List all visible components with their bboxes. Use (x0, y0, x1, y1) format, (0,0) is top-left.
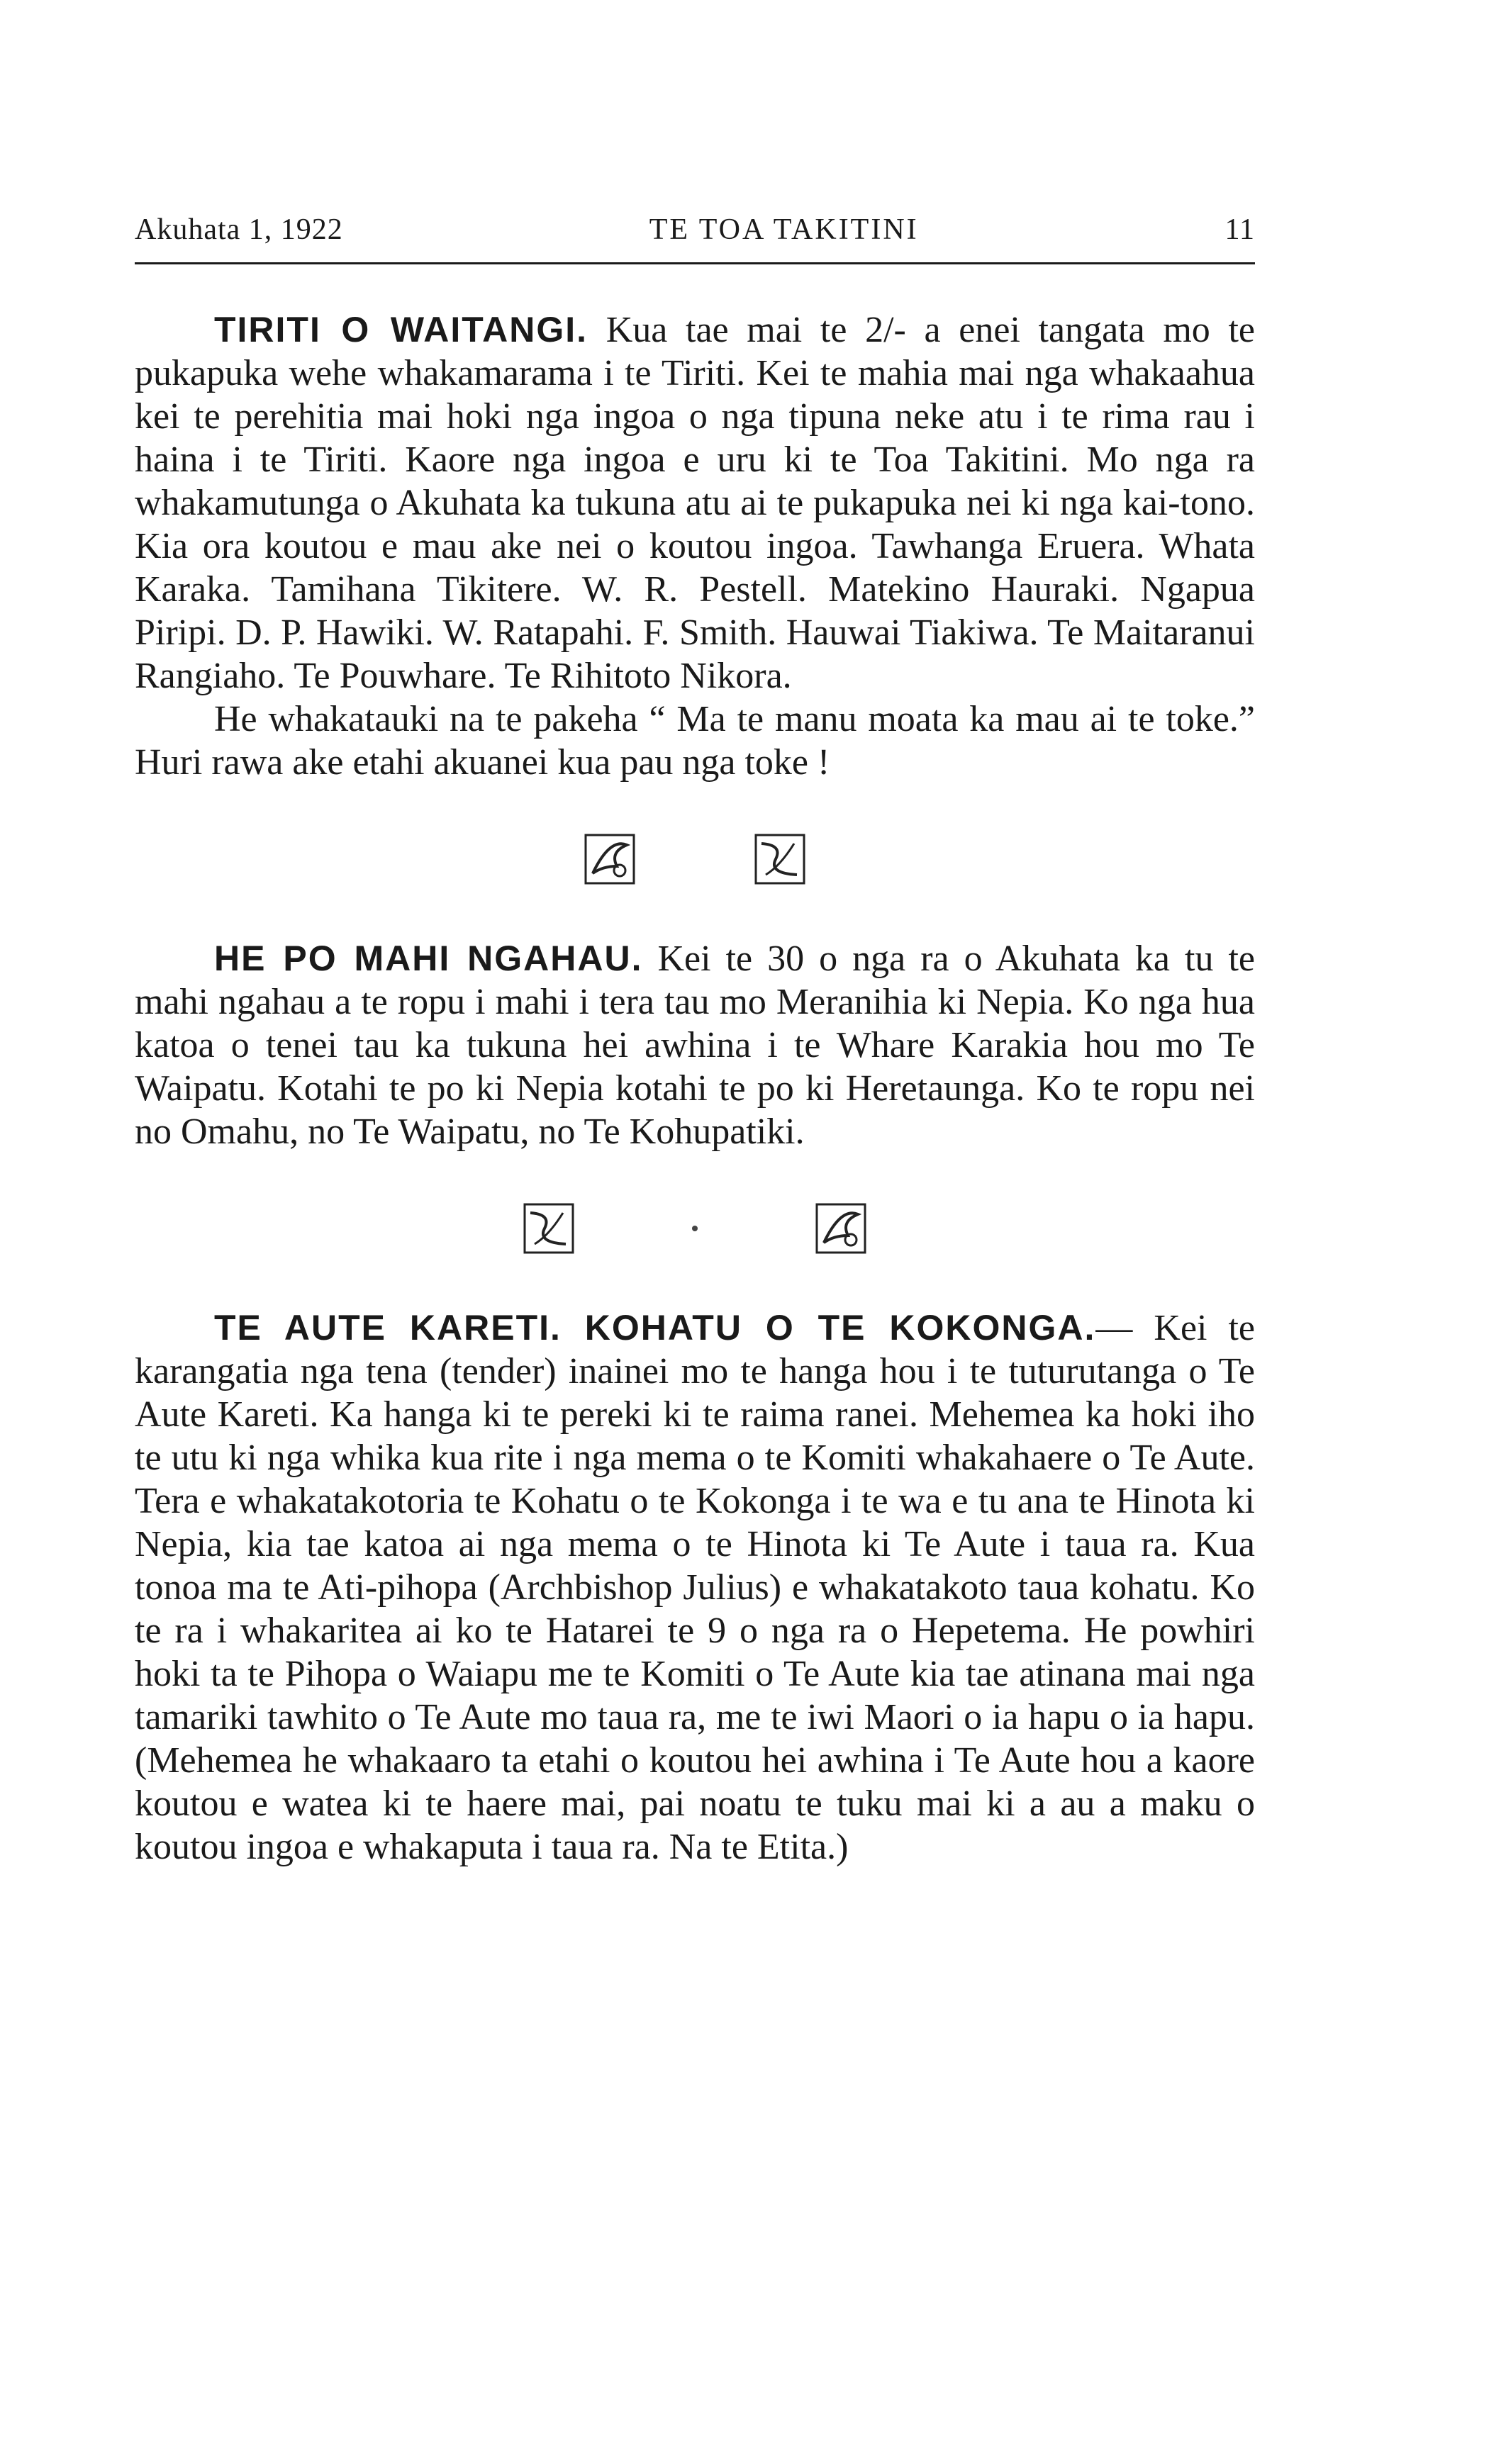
issue-date: Akuhata 1, 1922 (135, 213, 343, 246)
article-headline: HE PO MAHI NGAHAU. (214, 939, 643, 978)
article-text: Kei te 30 o nga ra o Akuhata ka tu te mahi ngahau a te ropu i mahi i tera tau mo Meranihia ki Nepia. Ko nga hua katoa o tenei tau ka tukuna hei awhina i te Whare Karakia hou mo Te Waipatu. Kotahi te po ki Nepia kotahi te po ki Heretaunga. Ko te ropu nei no Omahu, no Te Waipatu, no Te Kohupatiki. (135, 939, 1255, 1152)
article-text: — Kei te karangatia nga tena (tender) inainei mo te hanga hou i te tuturutanga o Te Aute Kareti. Ka hanga ki te pereki ki te raima ranei. Mehemea ka hoki iho te utu ki nga whika kua rite i nga mema o te Komiti whakahaere o Te Aute. Tera e whakatakotoria te Kohatu o te Kokonga i te wa e tu ana te Hinota ki Nepia, kia tae katoa ai nga mema o te Hinota ki Te Aute i taua ra. Kua tonoa ma te Ati-pihopa (Archbishop Julius) e whakatakoto taua kohatu. Ko te ra i whakaritea ai ko te Hatarei te 9 o nga ra o Hepetema. He powhiri hoki ta te Pihopa o Waiapu me te Komiti o Te Aute kia tae atinana mai nga tamariki tawhito o Te Aute mo taua ra, me te iwi Maori o ia hapu o ia hapu. (Mehemea he whakaaro ta etahi o koutou hei awhina i Te Aute hou a kaore koutou e watea ki te haere mai, pai noatu te tuku mai ki a au a maku o koutou ingoa e whakaputa i taua ra. Na te Etita.) (135, 1308, 1256, 1867)
article-headline: TIRITI O WAITANGI. (214, 310, 588, 349)
publication-title: TE TOA TAKITINI (649, 213, 919, 246)
koru-ornament-icon (752, 831, 808, 887)
running-head (135, 213, 1255, 264)
article-te-aute (135, 1306, 1255, 1869)
article-paragraph (135, 937, 1255, 1153)
divider-dot (691, 1200, 699, 1257)
koru-ornament-icon (813, 1200, 869, 1257)
ornament-divider (135, 831, 1255, 887)
koru-ornament-icon (520, 1200, 577, 1257)
koru-ornament-icon (581, 831, 638, 887)
article-po-mahi (135, 937, 1255, 1153)
newspaper-page (135, 213, 1255, 1869)
article-text: Kua tae mai te 2/- a enei tangata mo te pukapuka wehe whakamarama i te Tiriti. Kei te mahia mai nga whakaahua kei te perehitia mai hoki nga ingoa o nga tipuna neke atu i te rima rau i haina i te Tiriti. Kaore nga ingoa e uru ki te Toa Takitini. Mo nga ra whakamutunga o Akuhata ka tukuna atu ai te pukapuka nei ki nga kai-tono. Kia ora koutou e mau ake nei o koutou ingoa. Tawhanga Eruera. Whata Karaka. Tamihana Tikitere. W. R. Pestell. Matekino Hauraki. Ngapua Piripi. D. P. Hawiki. W. Ratapahi. F. Smith. Hauwai Tiakiwa. Te Maitaranui Rangiaho. Te Pouwhare. Te Rihitoto Nikora. (135, 310, 1255, 696)
article-paragraph (135, 308, 1255, 698)
article-paragraph: He whakatauki na te pakeha “ Ma te manu moata ka mau ai te toke.” Huri rawa ake etahi akuanei kua pau nga toke ! (135, 699, 1255, 783)
article-headline: TE AUTE KARETI. KOHATU O TE KOKONGA. (214, 1308, 1096, 1348)
ornament-divider (135, 1200, 1255, 1257)
article-tiriti (135, 308, 1255, 784)
article-paragraph (135, 1306, 1255, 1869)
page-number: 11 (1224, 213, 1255, 246)
